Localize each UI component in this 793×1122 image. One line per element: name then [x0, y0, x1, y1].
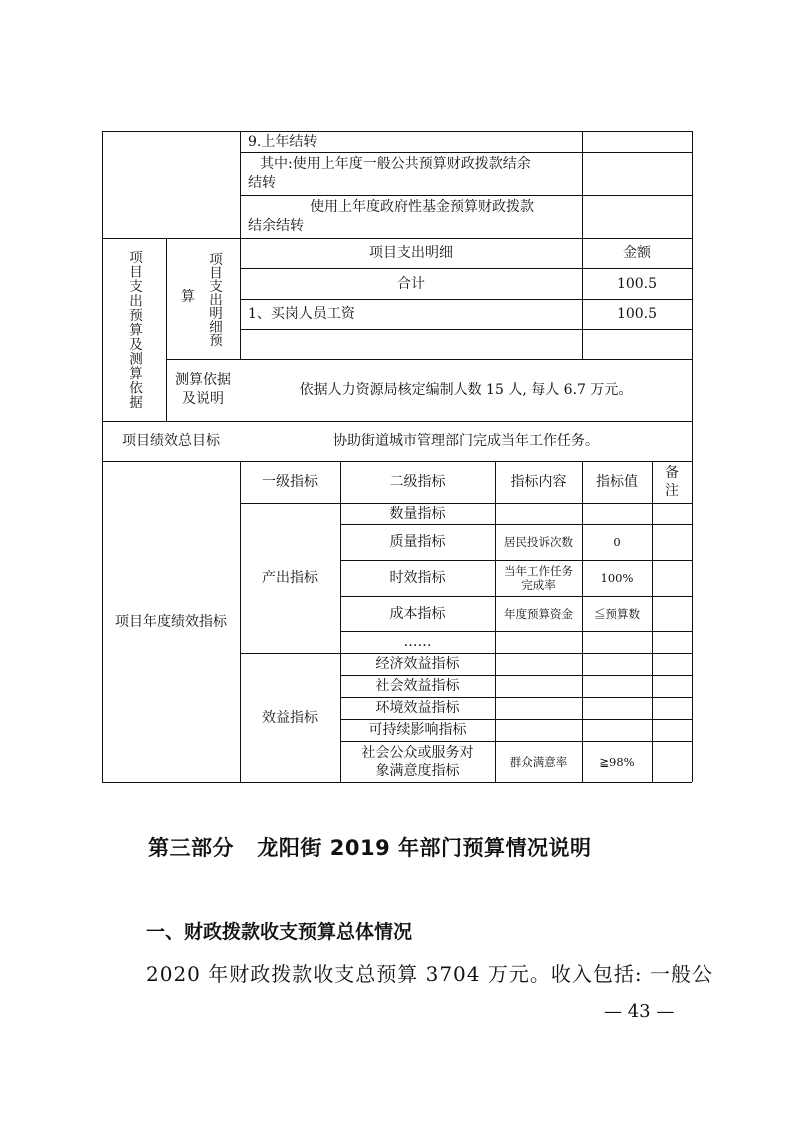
- indicators-side-label: [102, 461, 240, 782]
- output-quality-content-text: 居民投诉次数: [504, 535, 573, 549]
- carryover-fund-line1: 使用上年度政府性基金预算财政拨款: [310, 199, 534, 215]
- table-line: [240, 329, 692, 330]
- output-quantity: 数量指标: [389, 505, 446, 522]
- output-cost-content-text: 年度预算资金: [504, 606, 573, 621]
- benefit-economic: 经济效益指标: [375, 656, 460, 672]
- output-label: 产出指标: [262, 570, 318, 586]
- goal-text: 协助街道城市管理部门完成当年工作任务。: [333, 433, 599, 449]
- project-detail-label-b: 算: [181, 289, 195, 305]
- header-note-text: 备注: [665, 465, 679, 499]
- carryover-general-line2: 结转: [248, 175, 276, 191]
- output-quality: 质量指标: [389, 534, 446, 550]
- output-quality-content: [495, 524, 582, 560]
- output-time-content: [495, 560, 582, 596]
- section3-title: 第三部分 龙阳街 2019 年部门预算情况说明: [148, 836, 592, 860]
- benefit-satisfaction-value: ≧98%: [599, 754, 635, 769]
- output-ellipsis: ……: [403, 634, 432, 650]
- output-quality-value: 0: [613, 535, 621, 549]
- benefit-label: 效益指标: [262, 709, 318, 726]
- header-content: 指标内容: [510, 474, 567, 490]
- table-line: [102, 782, 692, 783]
- header-level1: 一级指标: [262, 474, 318, 490]
- table-line: [652, 461, 653, 782]
- benefit-satisfaction-content: 群众满意率: [509, 754, 568, 769]
- output-cost-value: ≦预算数: [594, 606, 640, 621]
- benefit-satisfaction-text: 社会公众或服务对象满意度指标: [361, 744, 474, 779]
- subsection1-title: 一、财政拨款收支预算总体情况: [146, 921, 413, 943]
- benefit-sustain: 可持续影响指标: [368, 722, 467, 738]
- amount-header: 金额: [623, 245, 651, 261]
- header-value: 指标值: [596, 474, 638, 490]
- carryover-fund-cell: [248, 198, 582, 236]
- output-time-content-text: 当年工作任务完成率: [504, 564, 573, 592]
- goal-label: 项目绩效总目标: [122, 433, 220, 449]
- page-number: — 43 —: [604, 1001, 675, 1022]
- table-line: [240, 195, 692, 196]
- basis-text: 依据人力资源局核定编制人数 15 人, 每人 6.7 万元。: [299, 382, 633, 398]
- project-detail-label-a: 项目支出明细预: [206, 251, 222, 347]
- item1-label: 1、买岗人员工资: [248, 306, 355, 322]
- carryover-fund-line2: 结余结转: [248, 218, 304, 234]
- indicators-side-label-text: 项目年度绩效指标: [115, 613, 227, 630]
- output-time: 时效指标: [389, 570, 446, 586]
- table-line: [240, 152, 692, 153]
- header-level2: 二级指标: [389, 474, 446, 490]
- item1-amount: 100.5: [616, 306, 658, 322]
- output-cost: 成本指标: [389, 605, 446, 622]
- carryover-item9: 9.上年结转: [248, 133, 318, 150]
- benefit-social: 社会效益指标: [375, 678, 460, 694]
- basis-label-text: 测算依据及说明: [175, 372, 231, 407]
- table-line: [692, 131, 693, 782]
- total-amount: 100.5: [616, 275, 658, 292]
- basis-label: [166, 359, 240, 421]
- header-note: [652, 461, 692, 503]
- body-paragraph: 2020 年财政拨款收支总预算 3704 万元。收入包括: 一般公: [146, 962, 713, 986]
- output-cost-content: [495, 596, 582, 631]
- benefit-satisfaction: [340, 741, 495, 782]
- project-budget-side-label: 项目支出预算及测算依据: [126, 249, 142, 410]
- output-time-value: 100%: [600, 571, 634, 585]
- total-label: 合计: [397, 275, 425, 292]
- carryover-general-line1: 其中:使用上年度一般公共预算财政拨款结余: [260, 156, 531, 172]
- benefit-environment: 环境效益指标: [375, 700, 460, 716]
- detail-header: 项目支出明细: [369, 245, 453, 261]
- carryover-general-cell: [248, 155, 582, 193]
